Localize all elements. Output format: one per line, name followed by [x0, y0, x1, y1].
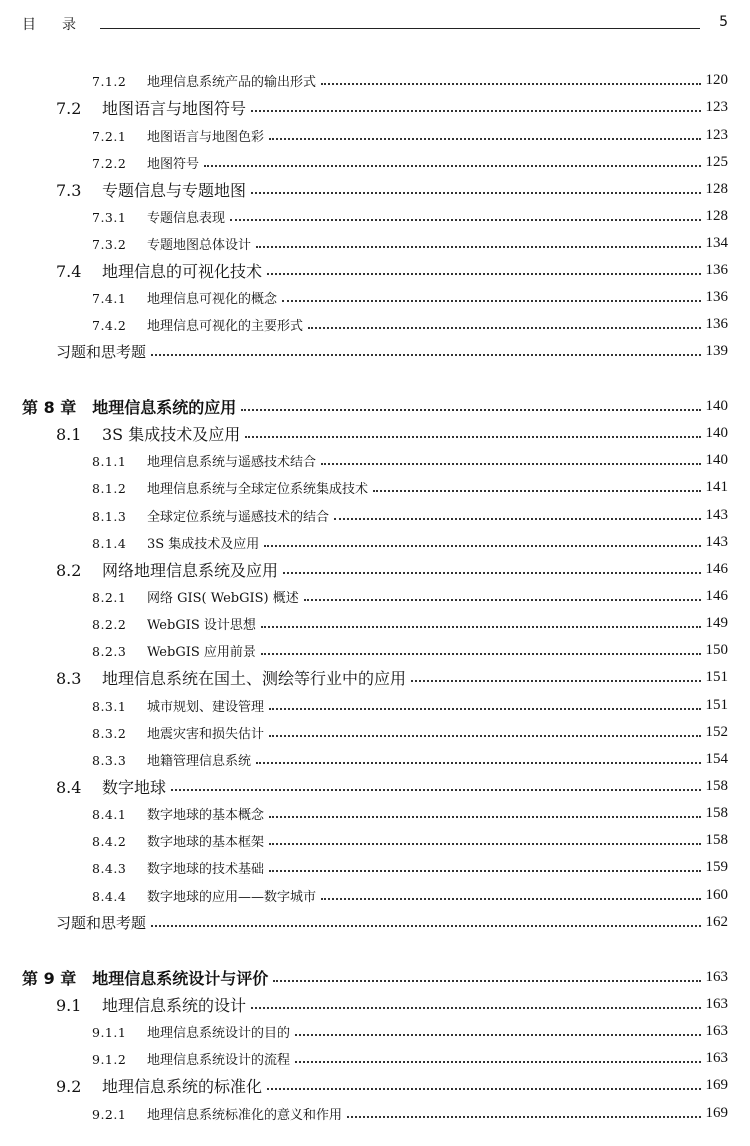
toc-entry-number: 8.1 [56, 425, 82, 444]
toc-entry-text [92, 451, 316, 470]
dot-leader [241, 409, 700, 411]
toc-entry-title: 网络 GIS( WebGIS) 概述 [147, 591, 299, 606]
toc-entry-page: 140 [705, 398, 728, 414]
toc-entry-title: 数字地球的基本框架 [147, 835, 265, 850]
toc-entry-number: 第 8 章 [22, 398, 77, 417]
toc-entry-text [56, 775, 166, 798]
toc-entry-page: 123 [705, 127, 728, 143]
dot-leader [269, 735, 700, 737]
toc-entry-number: 9.1.2 [92, 1052, 127, 1067]
toc-entry-page: 136 [705, 289, 728, 305]
dot-leader [151, 925, 700, 927]
toc-entry-page: 128 [705, 208, 728, 224]
toc-entry-number: 7.4.1 [92, 291, 127, 306]
toc-entry-page: 162 [705, 914, 728, 930]
toc-entry-page: 146 [705, 588, 728, 604]
dot-leader [256, 762, 700, 764]
toc-entry-page: 136 [705, 262, 728, 278]
toc-entry-page: 163 [705, 1023, 728, 1039]
toc-entry-text [92, 750, 251, 769]
dot-leader [267, 1088, 700, 1090]
toc-entry-number: 8.4.2 [92, 834, 127, 849]
toc-entry-number: 8.1.4 [92, 536, 127, 551]
dot-leader [261, 626, 701, 628]
toc-entry-number: 7.4.2 [92, 318, 127, 333]
toc-entry-sub[interactable] [92, 284, 728, 311]
toc-entry-sub[interactable] [92, 827, 728, 854]
toc-entry-number: 7.4 [56, 262, 82, 281]
toc-entry-number: 8.4 [56, 778, 82, 797]
toc-entry-number: 7.2.2 [92, 156, 127, 171]
toc-entry-text [22, 966, 268, 989]
toc-entry-number: 8.1.3 [92, 509, 127, 524]
toc-entry-sec[interactable] [56, 420, 728, 447]
toc-entry-ex[interactable] [56, 909, 728, 936]
toc-entry-ch[interactable] [22, 964, 728, 991]
toc-entry-title: 全球定位系统与遥感技术的结合 [147, 510, 330, 525]
toc-entry-page: 149 [705, 615, 728, 631]
toc-entry-text [56, 666, 406, 689]
toc-entry-number: 7.3.2 [92, 237, 127, 252]
toc-entry-title: 习题和思考题 [56, 914, 147, 932]
toc-entry-page: 154 [705, 751, 728, 767]
header-page-number: 5 [719, 14, 728, 30]
dot-leader [269, 816, 700, 818]
toc-entry-sub[interactable] [92, 854, 728, 881]
dot-leader [251, 192, 700, 194]
toc-entry-page: 151 [705, 669, 728, 685]
dot-leader [283, 572, 700, 574]
toc-entry-sec[interactable] [56, 556, 728, 583]
header-rule [100, 28, 700, 29]
toc-entry-title: 地震灾害和损失估计 [147, 727, 265, 742]
toc-entry-title: 地理信息系统设计与评价 [92, 969, 269, 988]
toc-entry-sub[interactable] [92, 1100, 728, 1127]
toc-entry-sub[interactable] [92, 882, 728, 909]
toc-entry-title: WebGIS 设计思想 [147, 618, 256, 633]
toc-entry-title: 地理信息系统的标准化 [102, 1077, 263, 1096]
toc-entry-number: 8.2.1 [92, 590, 127, 605]
toc-entry-number: 8.3.1 [92, 699, 127, 714]
toc-entry-number: 8.2 [56, 561, 82, 580]
dot-leader [321, 463, 700, 465]
toc-entry-sec[interactable] [56, 991, 728, 1018]
toc-entry-page: 158 [705, 805, 728, 821]
dot-leader [269, 870, 700, 872]
toc-entry-number: 8.2.3 [92, 644, 127, 659]
toc-entry-title: 地理信息系统标准化的意义和作用 [147, 1108, 343, 1123]
toc-entry-text [92, 804, 264, 823]
toc-entry-sub[interactable] [92, 800, 728, 827]
toc-entry-title: 地理信息系统与全球定位系统集成技术 [147, 482, 369, 497]
toc-entry-sub[interactable] [92, 311, 728, 338]
toc-entry-text [92, 153, 199, 172]
toc-entry-sub[interactable] [92, 67, 728, 94]
dot-leader [273, 980, 700, 982]
dot-leader [373, 490, 700, 492]
toc-entry-text [92, 288, 277, 307]
toc-entry-page: 123 [705, 99, 728, 115]
toc-entry-title: 数字地球的应用——数字城市 [147, 890, 317, 905]
toc-entry-text [92, 234, 251, 253]
toc-entry-page: 160 [705, 887, 728, 903]
toc-entry-page: 163 [705, 969, 728, 985]
toc-entry-text [92, 858, 264, 877]
toc-entry-sec[interactable] [56, 773, 728, 800]
toc-entry-text [92, 533, 259, 552]
toc-entry-text [92, 478, 368, 497]
toc-entry-sec[interactable] [56, 664, 728, 691]
toc-entry-sub[interactable] [92, 474, 728, 501]
toc-entry-title: 地理信息系统在国土、测绘等行业中的应用 [102, 669, 407, 688]
toc-entry-page: 169 [705, 1105, 728, 1121]
toc-entry-number: 8.3.2 [92, 726, 127, 741]
toc-entry-page: 128 [705, 181, 728, 197]
toc-entry-text [92, 1104, 342, 1123]
toc-entry-title: 地理信息系统设计的流程 [147, 1053, 291, 1068]
toc-entry-number: 7.2.1 [92, 129, 127, 144]
toc-entry-title: 3S 集成技术及应用 [102, 425, 241, 444]
toc-entry-title: 地图语言与地图符号 [102, 99, 247, 118]
toc-entry-title: 地图符号 [147, 157, 200, 172]
toc-entry-title: 城市规划、建设管理 [147, 700, 265, 715]
toc-entry-text [56, 993, 246, 1016]
toc-entry-page: 120 [705, 72, 728, 88]
toc-entry-page: 140 [705, 452, 728, 468]
toc-entry-number: 8.1.2 [92, 481, 127, 496]
toc-entry-title: 3S 集成技术及应用 [147, 537, 260, 552]
toc-entry-title: 数字地球的技术基础 [147, 862, 265, 877]
dot-leader [204, 165, 700, 167]
toc-entry-sec[interactable] [56, 94, 728, 121]
toc-entry-page: 140 [705, 425, 728, 441]
toc-entry-number: 7.3 [56, 181, 82, 200]
toc-entry-title: WebGIS 应用前景 [147, 645, 256, 660]
dot-leader [151, 354, 700, 356]
toc-entry-page: 158 [705, 832, 728, 848]
dot-leader [230, 219, 700, 221]
toc-entry-sub[interactable] [92, 637, 728, 664]
toc-entry-title: 地图语言与地图色彩 [147, 130, 265, 145]
dot-leader [264, 545, 700, 547]
dot-leader [295, 1061, 700, 1063]
toc-entry-page: 143 [705, 507, 728, 523]
toc-entry-title: 专题地图总体设计 [147, 238, 252, 253]
dot-leader [321, 83, 700, 85]
toc-entry-text [56, 912, 146, 933]
toc-entry-number: 8.4.3 [92, 861, 127, 876]
toc-entry-page: 159 [705, 859, 728, 875]
toc-entry-number: 9.1 [56, 996, 82, 1015]
toc-entry-title: 数字地球的基本概念 [147, 808, 265, 823]
toc-entry-number: 第 9 章 [22, 969, 77, 988]
toc-entry-text [92, 831, 264, 850]
dot-leader [411, 680, 700, 682]
toc-entry-page: 146 [705, 561, 728, 577]
dot-leader [304, 599, 701, 601]
running-header [22, 14, 728, 40]
toc-entry-number: 7.2 [56, 99, 82, 118]
toc-entry-sub[interactable] [92, 149, 728, 176]
dot-leader [251, 110, 700, 112]
toc-entry-sub[interactable] [92, 447, 728, 474]
toc-entry-text [56, 341, 146, 362]
toc-entry-text [92, 641, 256, 660]
toc-entry-title: 地理信息系统的应用 [92, 398, 237, 417]
toc-entry-sub[interactable] [92, 230, 728, 257]
toc-entry-number: 8.3.3 [92, 753, 127, 768]
toc-entry-text [92, 1049, 290, 1068]
toc-entry-page: 169 [705, 1077, 728, 1093]
toc-entry-page: 150 [705, 642, 728, 658]
toc-entry-text [92, 315, 303, 334]
toc-entry-number: 9.2.1 [92, 1107, 127, 1122]
toc-entry-page: 141 [705, 479, 728, 495]
toc-entry-page: 163 [705, 996, 728, 1012]
toc-entry-text [56, 1074, 262, 1097]
toc-entry-sub[interactable] [92, 692, 728, 719]
toc-entry-sub[interactable] [92, 1045, 728, 1072]
dot-leader [321, 898, 700, 900]
toc-entry-page: 136 [705, 316, 728, 332]
toc-entry-number: 7.3.1 [92, 210, 127, 225]
dot-leader [308, 327, 700, 329]
toc-entry-title: 习题和思考题 [56, 343, 147, 361]
dot-leader [267, 273, 700, 275]
toc-entry-number: 8.3 [56, 669, 82, 688]
dot-leader [347, 1116, 700, 1118]
toc-entry-number: 8.4.4 [92, 889, 127, 904]
toc-entry-sub[interactable] [92, 502, 728, 529]
dot-leader [269, 708, 700, 710]
toc-entry-sub[interactable] [92, 529, 728, 556]
toc-entry-number: 8.2.2 [92, 617, 127, 632]
toc-entry-sec[interactable] [56, 1072, 728, 1099]
toc-entry-sub[interactable] [92, 203, 728, 230]
toc-entry-title: 地籍管理信息系统 [147, 754, 252, 769]
toc-entry-page: 151 [705, 697, 728, 713]
toc-entry-sec[interactable] [56, 257, 728, 284]
toc-entry-text [92, 587, 299, 606]
toc-entry-text [92, 1022, 290, 1041]
toc-entry-sub[interactable] [92, 719, 728, 746]
toc-entry-text [92, 126, 264, 145]
toc-entry-title: 专题信息与专题地图 [102, 181, 247, 200]
toc-entry-title: 专题信息表现 [147, 211, 226, 226]
toc-entry-sub[interactable] [92, 122, 728, 149]
toc-entry-ch[interactable] [22, 393, 728, 420]
dot-leader [251, 1007, 700, 1009]
toc-entry-title: 地理信息的可视化技术 [102, 262, 263, 281]
toc-entry-page: 143 [705, 534, 728, 550]
toc-entry-text [56, 558, 278, 581]
toc-entry-sec[interactable] [56, 176, 728, 203]
toc-entry-title: 地理信息系统的设计 [102, 996, 247, 1015]
dot-leader [295, 1034, 700, 1036]
toc-entry-title: 数字地球 [102, 778, 167, 797]
toc-entry-page: 134 [705, 235, 728, 251]
toc-entry-page: 163 [705, 1050, 728, 1066]
toc-entry-text [56, 422, 240, 445]
toc-entry-sub[interactable] [92, 583, 728, 610]
toc-entry-text [92, 207, 225, 226]
toc-entry-text [92, 723, 264, 742]
toc-entry-title: 地理信息系统与遥感技术结合 [147, 455, 317, 470]
header-section-label: 目录 [22, 17, 102, 33]
toc-entry-sub[interactable] [92, 746, 728, 773]
toc-entry-number: 7.1.2 [92, 74, 127, 89]
toc-entry-text [92, 506, 329, 525]
toc-entry-text [92, 614, 256, 633]
toc-entry-number: 9.2 [56, 1077, 82, 1096]
toc-entry-title: 网络地理信息系统及应用 [102, 561, 279, 580]
toc-entry-text [56, 178, 246, 201]
toc-entry-page: 125 [705, 154, 728, 170]
toc-entry-ex[interactable] [56, 338, 728, 365]
toc-entry-text [92, 696, 264, 715]
toc-entry-page: 152 [705, 724, 728, 740]
toc-entry-number: 8.4.1 [92, 807, 127, 822]
dot-leader [269, 843, 700, 845]
toc-entry-title: 地理信息系统设计的目的 [147, 1026, 291, 1041]
toc-entry-text [92, 71, 316, 90]
toc-entry-text [22, 395, 236, 418]
toc-entry-page: 158 [705, 778, 728, 794]
dot-leader [256, 246, 700, 248]
dot-leader [282, 300, 700, 302]
toc-entry-text [56, 259, 262, 282]
dot-leader [171, 789, 700, 791]
toc-entry-page: 139 [705, 343, 728, 359]
toc-entry-sub[interactable] [92, 1018, 728, 1045]
toc-entry-sub[interactable] [92, 610, 728, 637]
toc-entry-number: 9.1.1 [92, 1025, 127, 1040]
toc-entry-text [92, 886, 316, 905]
dot-leader [269, 138, 700, 140]
toc-entry-number: 8.1.1 [92, 454, 127, 469]
toc-entry-title: 地理信息可视化的概念 [147, 292, 278, 307]
toc-entry-text [56, 96, 246, 119]
toc-entry-title: 地理信息系统产品的输出形式 [147, 75, 317, 90]
dot-leader [261, 653, 701, 655]
toc-entry-title: 地理信息可视化的主要形式 [147, 319, 304, 334]
dot-leader [334, 518, 700, 520]
dot-leader [245, 436, 700, 438]
